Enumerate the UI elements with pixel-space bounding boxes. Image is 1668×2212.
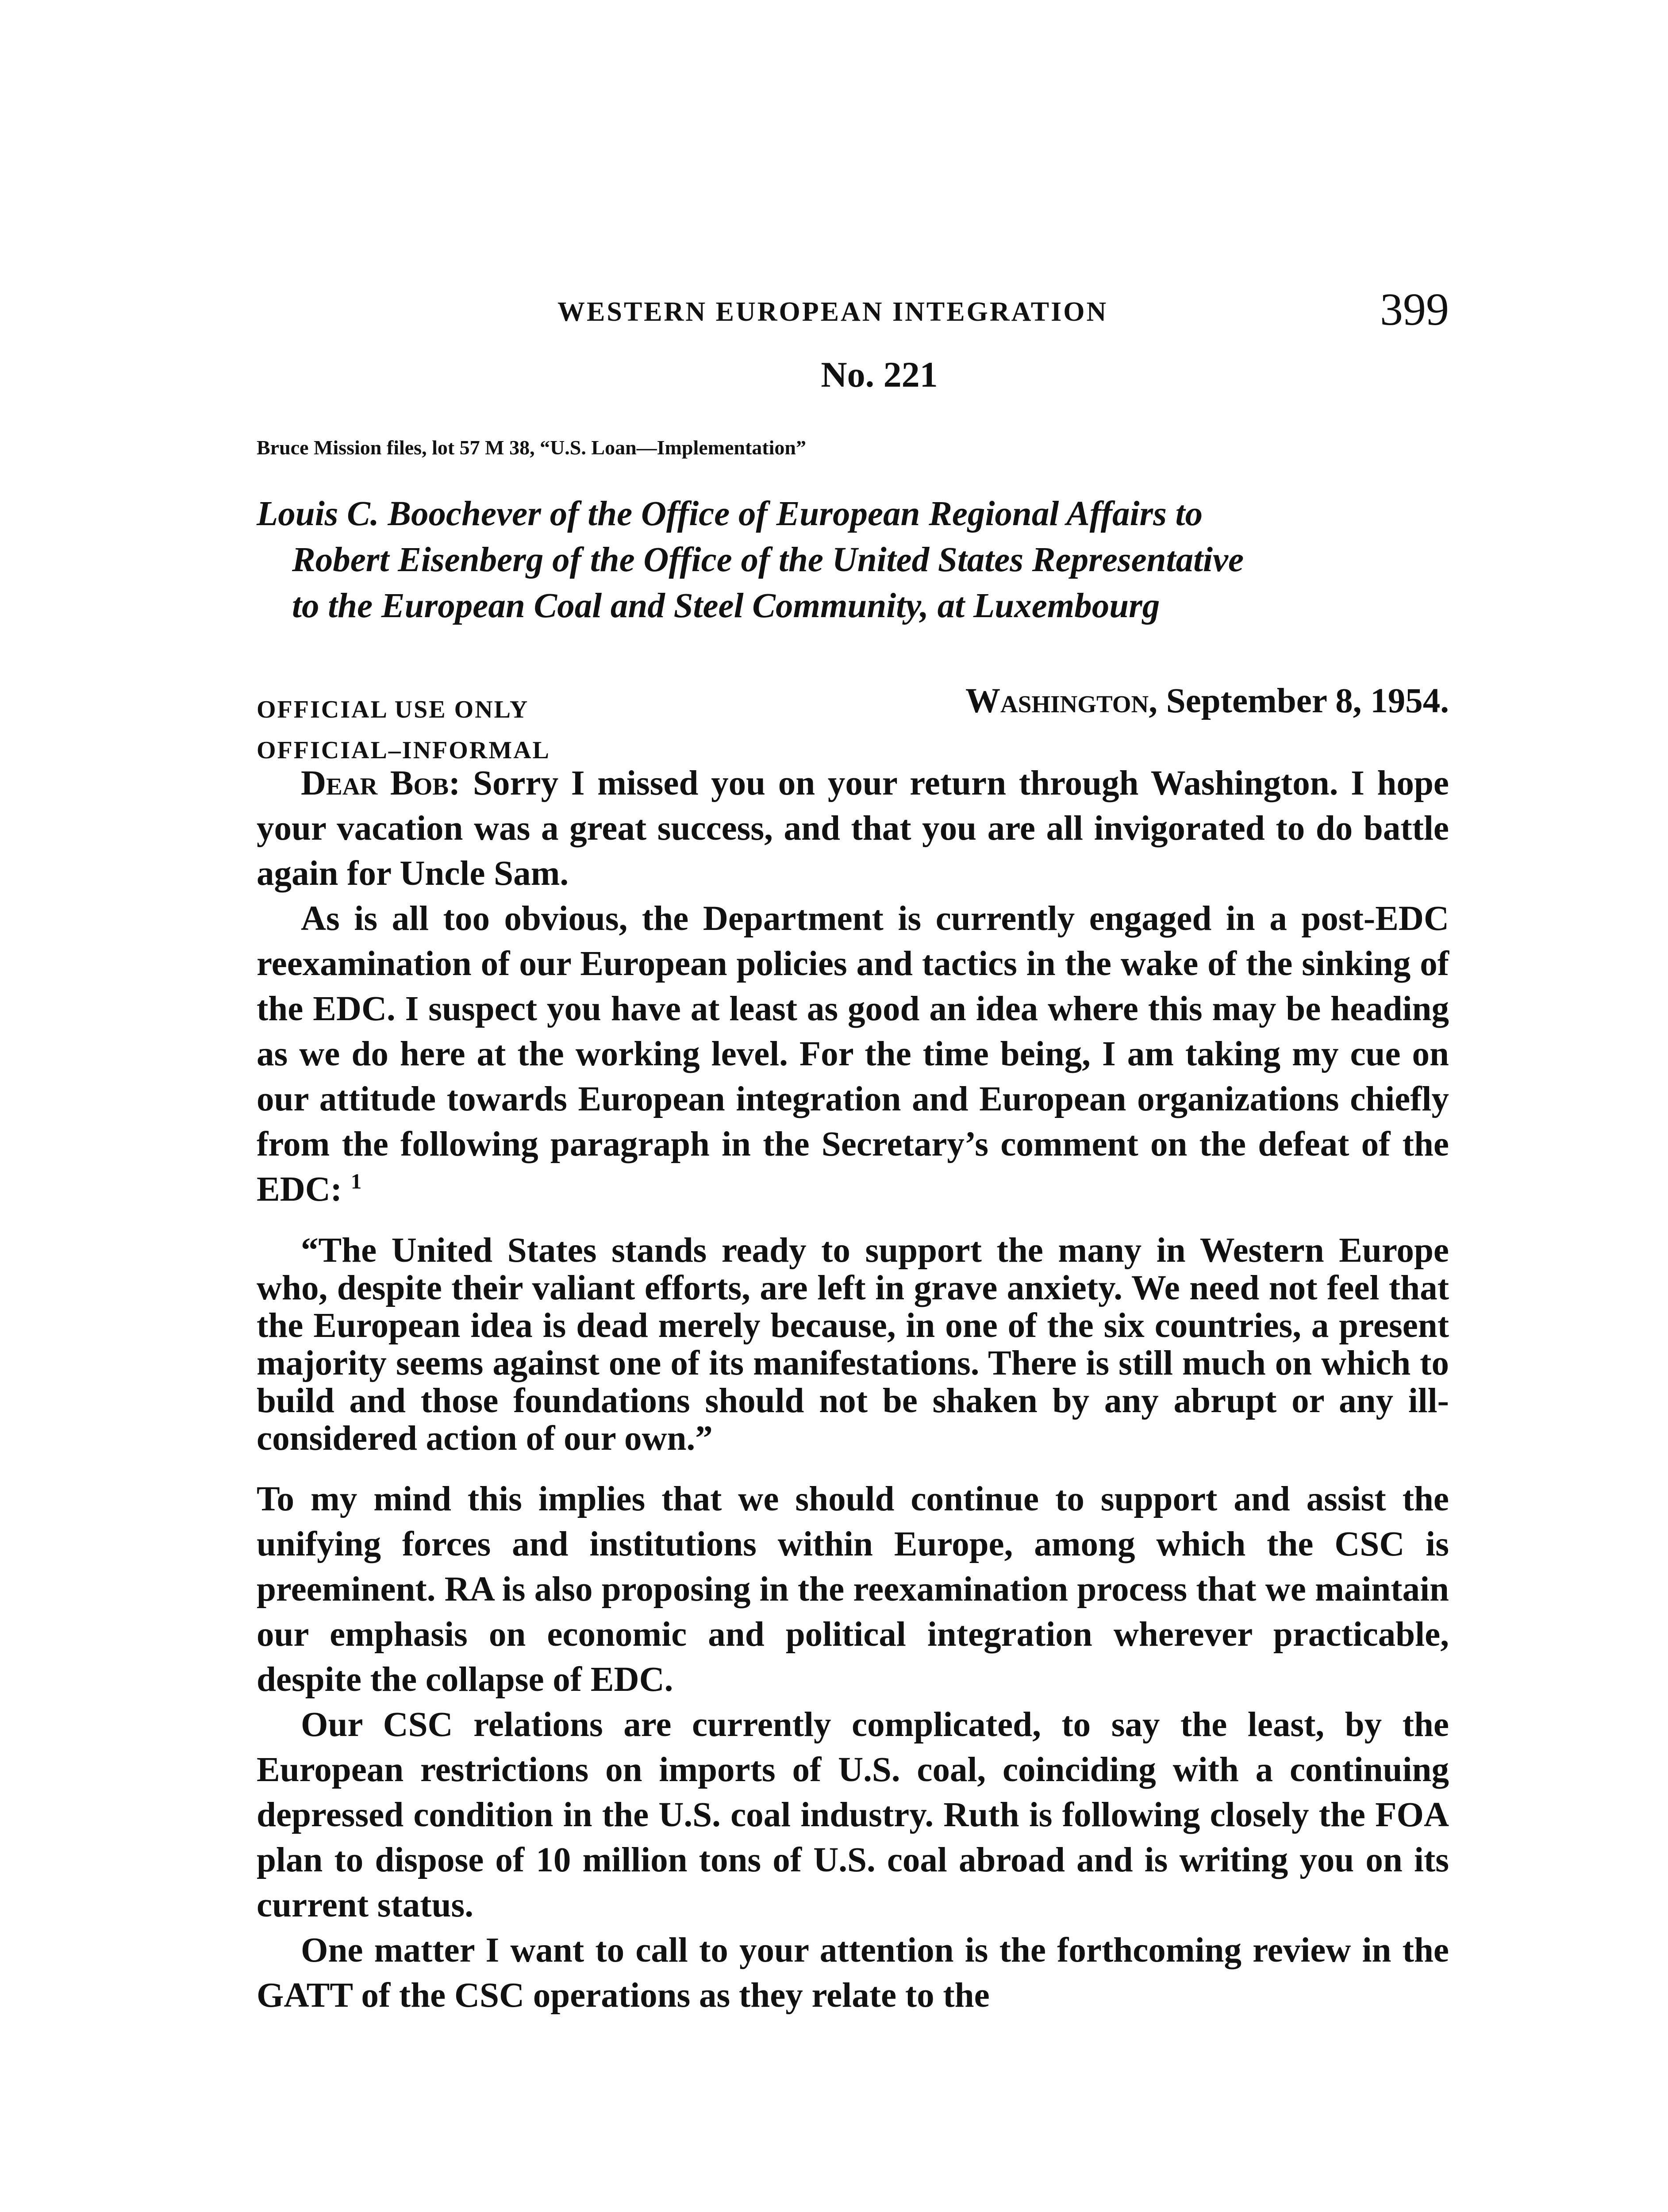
- document-number: No. 221: [821, 354, 938, 395]
- paragraph-1: [257, 761, 1449, 896]
- paragraph-2: [257, 896, 1449, 1212]
- salutation: Dear Bob: [301, 764, 449, 803]
- paragraph-4: Our CSC relations are currently complicated, to say the least, by the European restrictions on imports of U.S. coal, coinciding with a continuing depressed condition in the U.S. coal industry. Ruth is following closely the FOA plan to dispose of 10 million tons of U.S. coal abroad and is writing you on its current status.: [257, 1705, 1449, 1924]
- heading-line-1: Louis C. Boochever of the Office of European Regional Affairs to: [257, 495, 1203, 533]
- block-quote: “The United States stands ready to support the many in Western Europe who, despite their valiant efforts, are left in grave anxiety. We need not feel that the European idea is dead merely because, in one of the six countries, a present majority seems against one of its manifestations. There is still much on which to build and those foundations should not be shaken by any abrupt or any ill-considered action of our own.”: [257, 1231, 1449, 1458]
- running-head: [257, 283, 1449, 336]
- source-note: Bruce Mission files, lot 57 M 38, “U.S. Loan—Implementation”: [257, 436, 806, 459]
- heading-line-3: to the European Coal and Steel Community, at Luxembourg: [292, 587, 1160, 625]
- document-heading: [257, 491, 1449, 629]
- dateline-date: , September 8, 1954.: [1149, 682, 1449, 720]
- dateline: [965, 681, 1449, 721]
- page-number: 399: [1380, 284, 1449, 335]
- document-meta: [257, 677, 1449, 765]
- dateline-place: Washington: [965, 682, 1149, 720]
- footnote-reference: 1: [350, 1169, 362, 1194]
- paragraph-1-text: : Sorry I missed you on your return through Washington. I hope your vacation was a great success, and that you are all invigorated to do battle again for Uncle Sam.: [257, 764, 1449, 893]
- heading-line-2: Robert Eisenberg of the Office of the United States Representative: [292, 541, 1244, 579]
- running-head-title: WESTERN EUROPEAN INTEGRATION: [557, 297, 1108, 327]
- classification-line-2: OFFICIAL–INFORMAL: [257, 737, 550, 764]
- classification: [257, 689, 550, 771]
- classification-line-1: OFFICIAL USE ONLY: [257, 696, 529, 723]
- document-page: [257, 0, 1449, 2212]
- paragraph-2-text: As is all too obvious, the Department is currently engaged in a post-EDC reexamination of our European policies and tactics in the wake of the sinking of the EDC. I suspect you have at least as good an idea where this may be heading as we do here at the working level. For the time being, I am taking my cue on our attitude towards European integration and European organizations chiefly from the following paragraph in the Secretary’s comment on the defeat of the EDC:: [257, 899, 1449, 1209]
- paragraph-3: To my mind this implies that we should continue to support and assist the unifying forces and institutions within Europe, among which the CSC is preeminent. RA is also proposing in the reexamination process that we maintain our emphasis on economic and political integration wherever practicable, despite the collapse of EDC.: [257, 1480, 1449, 1699]
- letter-body: [257, 761, 1449, 2018]
- paragraph-5: One matter I want to call to your attention is the forthcoming review in the GATT of the CSC operations as they relate to the: [257, 1931, 1449, 2015]
